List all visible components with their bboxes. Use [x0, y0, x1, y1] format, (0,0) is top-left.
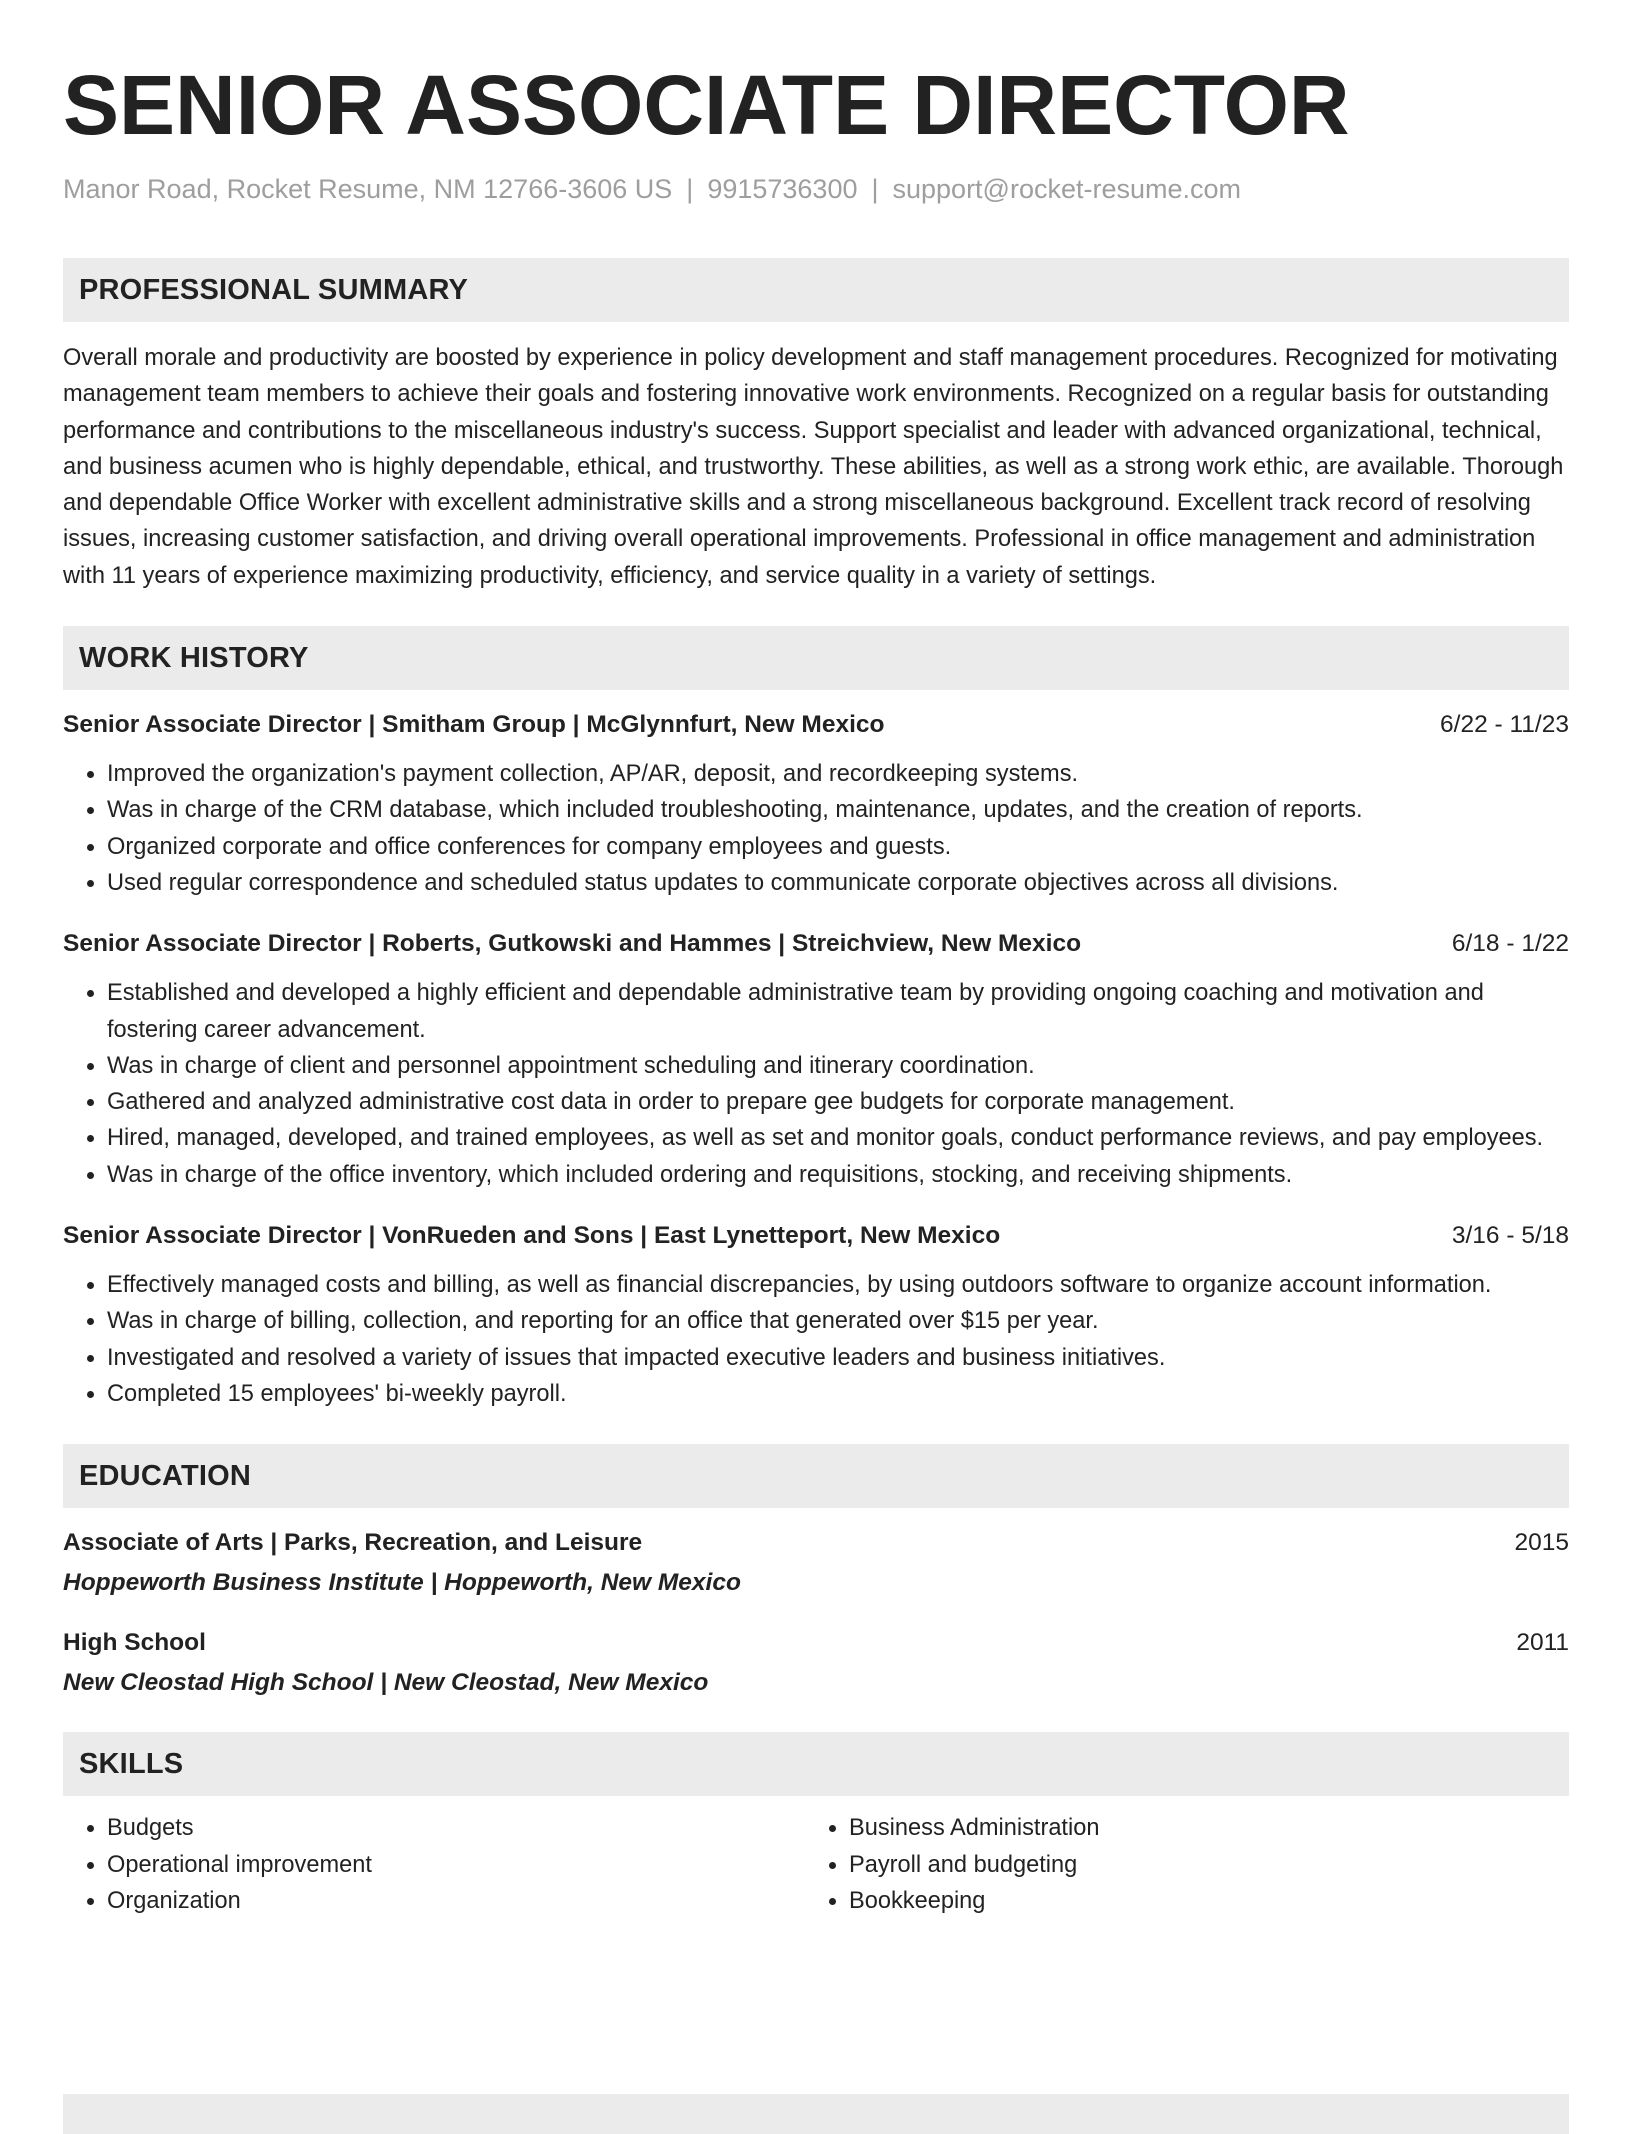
job-bullets [63, 1267, 1569, 1412]
job-bullet: • Completed 15 employees' bi-weekly payroll. [107, 1376, 1569, 1412]
job-entry [63, 927, 1569, 1193]
section-header-education: EDUCATION [63, 1444, 1569, 1508]
skills-column-right [805, 1810, 1547, 1919]
job-entry [63, 1219, 1569, 1412]
education-entry [63, 1626, 1569, 1700]
job-dates: 6/22 - 11/23 [1440, 711, 1569, 739]
education-header [63, 1626, 1569, 1660]
job-header [63, 708, 1569, 742]
skill-item: • Business Administration [849, 1810, 1547, 1846]
education-entry [63, 1526, 1569, 1600]
skill-item: • Payroll and budgeting [849, 1847, 1547, 1883]
section-header-skills: SKILLS [63, 1732, 1569, 1796]
section-header-summary: PROFESSIONAL SUMMARY [63, 258, 1569, 322]
job-bullet: • Established and developed a highly efficient and dependable administrative team by providing ongoing coaching and motivation and fostering career advancement. [107, 975, 1569, 1048]
job-bullet: • Used regular correspondence and scheduled status updates to communicate corporate objectives across all divisions. [107, 865, 1569, 901]
job-header [63, 1219, 1569, 1253]
job-dates: 3/16 - 5/18 [1451, 1222, 1569, 1250]
skills-column-left [63, 1810, 805, 1919]
education-school: New Cleostad High School | New Cleostad, New Mexico [63, 1669, 709, 1697]
job-bullet: • Hired, managed, developed, and trained employees, as well as set and monitor goals, conduct performance reviews, and pay employees. [107, 1120, 1569, 1156]
skill-item: • Bookkeeping [849, 1883, 1547, 1919]
next-section-header-bar [63, 2094, 1569, 2134]
summary-text: Overall morale and productivity are boosted by experience in policy development and staff management procedures. Recognized for motivating management team members to achieve their goals and fostering innovative work environments. Recognized on a regular basis for outstanding performance and contributions to the miscellaneous industry's success. Support specialist and leader with advanced organizational, technical, and business acumen who is highly dependable, ethical, and trustworthy. These abilities, as well as a strong work ethic, are available. Thorough and dependable Office Worker with excellent administrative skills and a strong miscellaneous background. Excellent track record of resolving issues, increasing customer satisfaction, and driving overall operational improvements. Professional in office management and administration with 11 years of experience maximizing productivity, efficiency, and service quality in a variety of settings. [63, 345, 1564, 589]
job-bullets [63, 975, 1569, 1193]
skill-item: • Organization [107, 1883, 805, 1919]
job-dates: 6/18 - 1/22 [1451, 930, 1569, 958]
contact-email[interactable]: support@rocket-resume.com [892, 174, 1242, 204]
education-degree: High School [63, 1629, 206, 1657]
contact-separator: | [871, 174, 879, 204]
job-title: Senior Associate Director | Smitham Group | McGlynnfurt, New Mexico [63, 711, 885, 739]
education-header [63, 1526, 1569, 1560]
job-bullets [63, 756, 1569, 901]
skills-list [63, 1810, 1569, 1919]
job-bullet: • Was in charge of the office inventory, which included ordering and requisitions, stocking, and receiving shipments. [107, 1157, 1569, 1193]
section-header-work-history: WORK HISTORY [63, 626, 1569, 690]
job-bullet: • Improved the organization's payment collection, AP/AR, deposit, and recordkeeping systems. [107, 756, 1569, 792]
resume-title: SENIOR ASSOCIATE DIRECTOR [63, 58, 1350, 152]
skill-item: • Budgets [107, 1810, 805, 1846]
job-header [63, 927, 1569, 961]
job-bullet: • Was in charge of client and personnel appointment scheduling and itinerary coordination. [107, 1048, 1569, 1084]
education-year: 2011 [1516, 1629, 1569, 1657]
education-school: Hoppeworth Business Institute | Hoppeworth, New Mexico [63, 1569, 741, 1597]
contact-line [63, 172, 1569, 206]
contact-phone: 9915736300 [707, 174, 858, 204]
contact-separator: | [686, 174, 694, 204]
job-bullet: • Gathered and analyzed administrative cost data in order to prepare gee budgets for corporate management. [107, 1084, 1569, 1120]
education-year: 2015 [1514, 1529, 1569, 1557]
job-bullet: • Was in charge of billing, collection, and reporting for an office that generated over $15 per year. [107, 1303, 1569, 1339]
job-title: Senior Associate Director | VonRueden and Sons | East Lynetteport, New Mexico [63, 1222, 1001, 1250]
job-title: Senior Associate Director | Roberts, Gutkowski and Hammes | Streichview, New Mexico [63, 930, 1082, 958]
contact-address: Manor Road, Rocket Resume, NM 12766-3606 US [63, 174, 673, 204]
job-bullet: • Investigated and resolved a variety of issues that impacted executive leaders and business initiatives. [107, 1340, 1569, 1376]
job-entry [63, 708, 1569, 901]
job-bullet: • Organized corporate and office conferences for company employees and guests. [107, 829, 1569, 865]
job-bullet: • Effectively managed costs and billing, as well as financial discrepancies, by using outdoors software to organize account information. [107, 1267, 1569, 1303]
job-bullet: • Was in charge of the CRM database, which included troubleshooting, maintenance, updates, and the creation of reports. [107, 792, 1569, 828]
skill-item: • Operational improvement [107, 1847, 805, 1883]
education-degree: Associate of Arts | Parks, Recreation, and Leisure [63, 1529, 643, 1557]
